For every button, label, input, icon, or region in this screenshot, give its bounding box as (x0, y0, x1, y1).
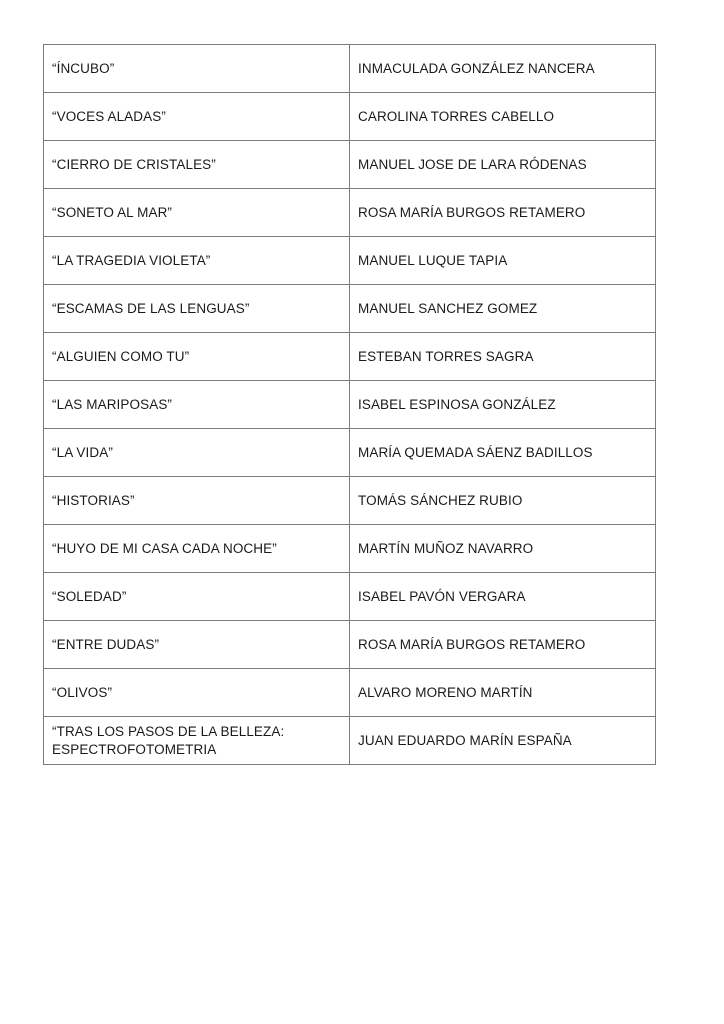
author-cell: CAROLINA TORRES CABELLO (350, 93, 656, 141)
title-cell: “ESCAMAS DE LAS LENGUAS” (44, 285, 350, 333)
title-cell: “VOCES ALADAS” (44, 93, 350, 141)
author-cell: MARÍA QUEMADA SÁENZ BADILLOS (350, 429, 656, 477)
table-row (44, 237, 656, 285)
table-row (44, 285, 656, 333)
title-cell: “ALGUIEN COMO TU” (44, 333, 350, 381)
title-cell: “HISTORIAS” (44, 477, 350, 525)
author-cell: MARTÍN MUÑOZ NAVARRO (350, 525, 656, 573)
title-cell: “OLIVOS” (44, 669, 350, 717)
entries-table (43, 44, 656, 765)
title-cell: “LA VIDA” (44, 429, 350, 477)
author-cell: ROSA MARÍA BURGOS RETAMERO (350, 189, 656, 237)
title-cell (44, 717, 350, 765)
title-cell: “SONETO AL MAR” (44, 189, 350, 237)
title-cell: “ÍNCUBO” (44, 45, 350, 93)
title-cell: “SOLEDAD” (44, 573, 350, 621)
author-cell: ALVARO MORENO MARTÍN (350, 669, 656, 717)
table-row (44, 45, 656, 93)
author-cell: ISABEL ESPINOSA GONZÁLEZ (350, 381, 656, 429)
title-line-2: ESPECTROFOTOMETRIA (52, 741, 217, 757)
title-cell: “LA TRAGEDIA VIOLETA” (44, 237, 350, 285)
table-row (44, 381, 656, 429)
table-row (44, 189, 656, 237)
title-cell: “LAS MARIPOSAS” (44, 381, 350, 429)
author-cell: ROSA MARÍA BURGOS RETAMERO (350, 621, 656, 669)
title-cell: “CIERRO DE CRISTALES” (44, 141, 350, 189)
table-row (44, 573, 656, 621)
table-row (44, 93, 656, 141)
table-row (44, 333, 656, 381)
author-cell: ISABEL PAVÓN VERGARA (350, 573, 656, 621)
title-cell: “ENTRE DUDAS” (44, 621, 350, 669)
table-row (44, 669, 656, 717)
table-row (44, 717, 656, 765)
table-row (44, 525, 656, 573)
title-cell: “HUYO DE MI CASA CADA NOCHE” (44, 525, 350, 573)
author-cell: MANUEL JOSE DE LARA RÓDENAS (350, 141, 656, 189)
author-cell: MANUEL LUQUE TAPIA (350, 237, 656, 285)
author-cell: TOMÁS SÁNCHEZ RUBIO (350, 477, 656, 525)
table-row (44, 621, 656, 669)
author-cell: JUAN EDUARDO MARÍN ESPAÑA (350, 717, 656, 765)
table-row (44, 141, 656, 189)
table-row (44, 429, 656, 477)
author-cell: MANUEL SANCHEZ GOMEZ (350, 285, 656, 333)
author-cell: INMACULADA GONZÁLEZ NANCERA (350, 45, 656, 93)
author-cell: ESTEBAN TORRES SAGRA (350, 333, 656, 381)
table-row (44, 477, 656, 525)
title-line-1: “TRAS LOS PASOS DE LA BELLEZA: (52, 723, 285, 739)
